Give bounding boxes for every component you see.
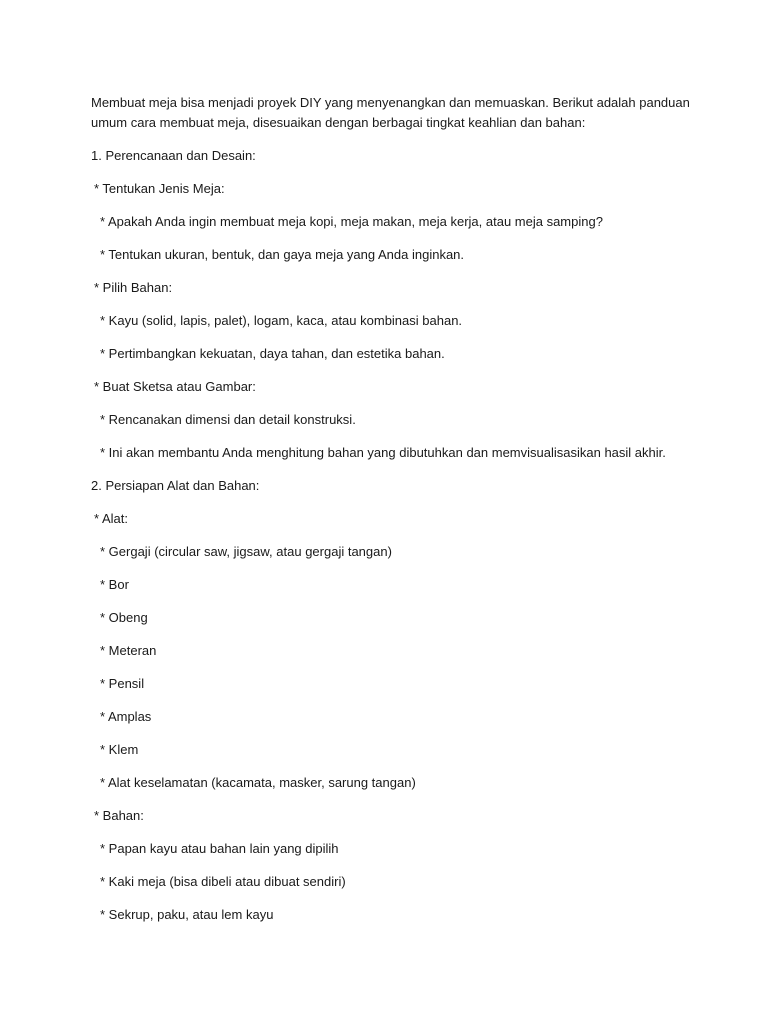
sub-bullet-item: * Gergaji (circular saw, jigsaw, atau gergaji tangan) (100, 544, 392, 559)
sub-bullet-item: * Klem (100, 742, 139, 757)
section-heading: 1. Perencanaan dan Desain: (91, 148, 256, 163)
sub-bullet-item: * Pertimbangkan kekuatan, daya tahan, dan estetika bahan. (100, 346, 445, 361)
section-heading: 2. Persiapan Alat dan Bahan: (91, 478, 260, 493)
sub-bullet-item: * Apakah Anda ingin membuat meja kopi, meja makan, meja kerja, atau meja samping? (100, 214, 603, 229)
sub-bullet-item: * Pensil (100, 676, 145, 691)
bullet-item: * Buat Sketsa atau Gambar: (94, 379, 256, 394)
bullet-item: * Bahan: (94, 808, 144, 823)
document-body (91, 93, 691, 938)
sub-bullet-item: * Ini akan membantu Anda menghitung bahan yang dibutuhkan dan memvisualisasikan hasil akhir. (100, 445, 666, 460)
intro-paragraph: Membuat meja bisa menjadi proyek DIY yang menyenangkan dan memuaskan. Berikut adalah panduan umum cara membuat meja, disesuaikan dengan berbagai tingkat keahlian dan bahan: (91, 95, 690, 130)
sub-bullet-item: * Sekrup, paku, atau lem kayu (100, 907, 274, 922)
bullet-item: * Tentukan Jenis Meja: (94, 181, 225, 196)
bullet-item: * Pilih Bahan: (94, 280, 173, 295)
sub-bullet-item: * Rencanakan dimensi dan detail konstruksi. (100, 412, 356, 427)
sub-bullet-item: * Tentukan ukuran, bentuk, dan gaya meja yang Anda inginkan. (100, 247, 465, 262)
sub-bullet-item: * Alat keselamatan (kacamata, masker, sarung tangan) (100, 775, 416, 790)
bullet-item: * Alat: (94, 511, 128, 526)
sub-bullet-item: * Bor (100, 577, 129, 592)
sub-bullet-item: * Amplas (100, 709, 152, 724)
sub-bullet-item: * Papan kayu atau bahan lain yang dipilih (100, 841, 339, 856)
sub-bullet-item: * Obeng (100, 610, 148, 625)
sub-bullet-item: * Kaki meja (bisa dibeli atau dibuat sendiri) (100, 874, 346, 889)
sub-bullet-item: * Kayu (solid, lapis, palet), logam, kaca, atau kombinasi bahan. (100, 313, 463, 328)
sub-bullet-item: * Meteran (100, 643, 157, 658)
